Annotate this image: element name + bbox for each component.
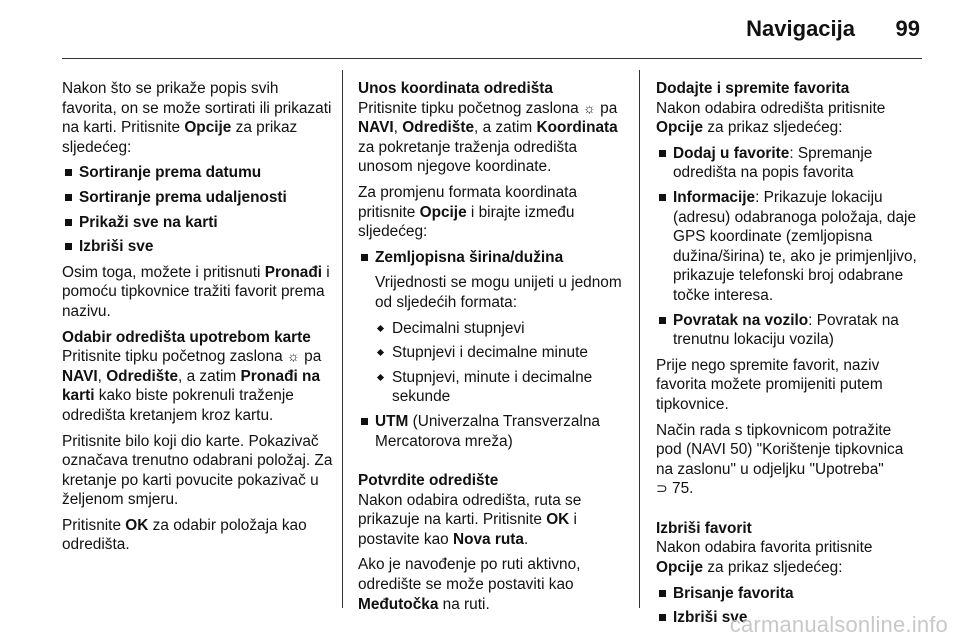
header-rule (62, 58, 922, 59)
favorite-paragraph-3: Način rada s tipkovnicom potražite pod (NAVI 50) "Korištenje tipkovnica na zaslonu" u odjeljku "Upotreba" (656, 421, 904, 478)
list-item: Informacije: Prikazuje lokaciju (adresu) odabranoga položaja, daje GPS koordinate (zemljopisna dužina/širina) te, ako je primjenljivo, prikazuje telefonski broj odabrane točke interesa. (656, 188, 920, 306)
favorite-options-list (656, 144, 920, 350)
list-item: Decimalni stupnjevi (375, 319, 622, 339)
list-item: Stupnjevi i decimalne minute (375, 343, 622, 363)
favorite-paragraph-2: Prije nego spremite favorit, naziv favorita možete promijeniti putem tipkovnice. (656, 356, 883, 413)
map-paragraph-3: Pritisnite OK za odabir položaja kao odredišta. (62, 516, 307, 554)
sort-options-list (62, 163, 334, 256)
confirm-heading: Potvrdite odredište (358, 472, 499, 490)
map-paragraph-1: Pritisnite tipku početnog zaslona ☼ pa NAVI, Odredište, a zatim Pronađi na karti kako biste pokrenuli traženje odredišta kretanjem kroz kartu. (62, 348, 322, 424)
delete-paragraph-1: Nakon odabira favorita pritisnite Opcije za prikaz sljedećeg: (656, 539, 873, 577)
list-item: Sortiranje prema datumu (62, 163, 334, 183)
column-divider (342, 70, 343, 608)
list-item: Brisanje favorita (656, 584, 920, 604)
page-header (0, 0, 960, 58)
column-2 (358, 79, 622, 620)
favorites-intro: Nakon što se prikaže popis svih favorita, on se može sortirati ili prikazati na karti. Pritisnite Opcije za prikaz sljedećeg: (62, 80, 332, 156)
map-paragraph-2: Pritisnite bilo koji dio karte. Pokazivač označava trenutno odabrani položaj. Za kretanje po karti povucite pokazivač u željenom smjeru. (62, 432, 333, 509)
home-icon: ☼ (287, 348, 300, 365)
column-3 (656, 79, 920, 634)
coordinate-format-list (358, 248, 622, 451)
map-heading: Odabir odredišta upotrebom karte (62, 328, 311, 346)
coordinates-paragraph-2: Za promjenu formata koordinata pritisnite Opcije i birajte između sljedećeg: (358, 183, 578, 241)
confirm-paragraph-1: Nakon odabira odredišta, ruta se prikazuje na karti. Pritisnite OK i postavite kao Nova ruta. (358, 491, 582, 548)
coordinates-heading: Unos koordinata odredišta (358, 80, 553, 97)
favorite-heading: Dodajte i spremite favorita (656, 80, 850, 97)
list-item: Izbriši sve (656, 608, 920, 628)
list-item: UTM (Univerzalna Transverzalna Mercatorova mreža) (358, 412, 622, 451)
section-title: Navigacija (746, 16, 855, 41)
coordinates-paragraph-1: Pritisnite tipku početnog zaslona ☼ pa NAVI, Odredište, a zatim Koordinata za pokretanje traženja odredišta unosom njegove koordinate. (358, 99, 618, 176)
delete-heading: Izbriši favorit (656, 519, 752, 537)
list-item: Dodaj u favorite: Spremanje odredišta na popis favorita (656, 144, 920, 183)
favorite-paragraph-1: Nakon odabira odredišta pritisnite Opcije za prikaz sljedećeg: (656, 99, 886, 137)
page-number: 99 (895, 16, 920, 41)
watermark: carmanualsonline.info (729, 612, 948, 637)
list-item: Povratak na vozilo: Povratak na trenutnu lokaciju vozila) (656, 311, 920, 350)
home-icon: ☼ (583, 99, 596, 116)
column-divider (639, 70, 640, 608)
confirm-paragraph-2: Ako je navođenje po ruti aktivno, odredište se može postaviti kao Međutočka na ruti. (358, 556, 581, 613)
list-item: Izbriši sve (62, 237, 334, 257)
latlon-format-list (375, 319, 622, 407)
list-item: Prikaži sve na karti (62, 213, 334, 233)
page-reference-icon: ⊃ (656, 480, 668, 497)
list-item: Sortiranje prema udaljenosti (62, 188, 334, 208)
list-item: Zemljopisna širina/dužina Vrijednosti se mogu unijeti u jednom od sljedećih formata: Decimalni stupnjevi Stupnjevi i decimalne minute Stupnjevi, minute i decimalne sekunde (358, 248, 622, 407)
page-reference: ⊃ 75. (656, 480, 694, 498)
search-paragraph: Osim toga, možete i pritisnuti Pronađi i pomoću tipkovnice tražiti favorit prema nazivu. (62, 263, 330, 320)
column-1 (62, 79, 334, 561)
list-item: Stupnjevi, minute i decimalne sekunde (375, 368, 622, 407)
